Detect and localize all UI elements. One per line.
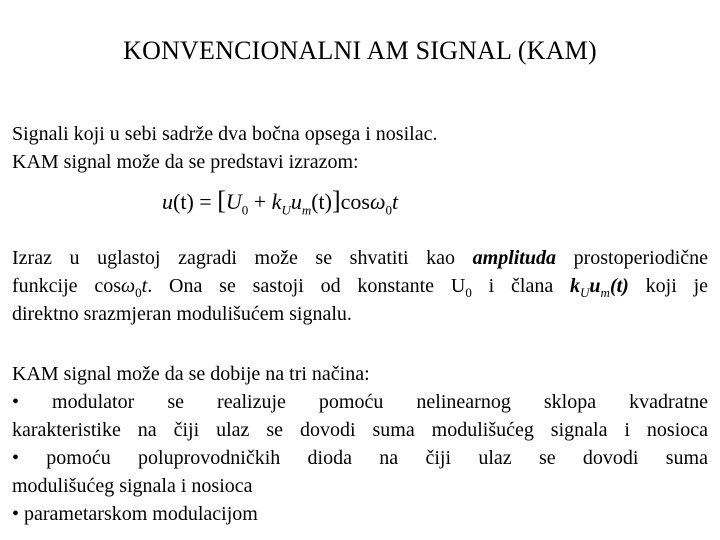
method-1-line-1: • modulator se realizuje pomoću nelinearnog sklopa kvadratne [12, 391, 708, 413]
formula-t: t [392, 189, 399, 214]
formula-equals: = [199, 189, 212, 214]
method-2-line-2: modulišućeg signala i nosioca [12, 475, 253, 497]
kam-formula [162, 186, 398, 216]
u-variable: u [589, 275, 601, 297]
explanation-text: i člana [471, 275, 571, 297]
formula-plus: + [253, 189, 267, 214]
explanation-text: funkcije cos [12, 275, 122, 297]
amplituda-term: amplituda [472, 247, 556, 269]
method-3: • parametarskom modulacijom [12, 503, 258, 525]
formula-k-sub: U [281, 202, 291, 218]
u-argument: (t) [609, 275, 629, 297]
explanation-text: prostoperiodične [556, 247, 708, 269]
k-subscript: U [580, 285, 590, 300]
explanation-paragraph [12, 244, 708, 328]
slide-title: KONVENCIONALNI AM SIGNAL (KAM) [123, 36, 597, 65]
formula-lhs-arg: (t) [173, 189, 194, 214]
formula-bracket-close: ] [331, 186, 341, 215]
intro-line-1: Signali koji u sebi sadrže dva bočna opsega i nosilac. [12, 123, 438, 145]
U-subscript: 0 [465, 285, 472, 300]
method-2-line-1: • pomoću poluprovodničkih dioda na čiji ulaz se dovodi suma [12, 447, 708, 469]
t-variable: t [141, 275, 148, 297]
explanation-text: Izraz u uglastoj zagradi može se shvatiti kao [12, 247, 473, 269]
intro-paragraph [12, 120, 708, 176]
formula-k: k [271, 189, 282, 214]
method-1-line-2: karakteristike na čiji ulaz se dovodi suma modulišućeg signala i nosioca [12, 419, 708, 441]
formula-U-sub: 0 [241, 202, 249, 218]
explanation-line-2 [12, 272, 708, 300]
intro-line-2: KAM signal može da se predstavi izrazom: [12, 151, 359, 173]
formula-omega-sub: 0 [385, 202, 393, 218]
explanation-line-3: direktno srazmjeran modulišućem signalu. [12, 303, 352, 325]
explanation-line-1 [12, 244, 708, 272]
methods-intro: KAM signal može da se dobije na tri načina: [12, 363, 370, 385]
formula-omega: ω [369, 189, 386, 214]
formula-bracket-open: [ [217, 186, 226, 215]
formula-U: U [225, 189, 242, 214]
explanation-text: koji je [628, 275, 709, 297]
formula-um-arg: (t) [311, 189, 332, 214]
formula-um-sub: m [301, 202, 312, 218]
formula-u: u [162, 189, 173, 214]
k-variable: k [570, 275, 581, 297]
methods-paragraph [12, 360, 708, 528]
omega-symbol: ω [121, 275, 136, 297]
formula-um: u [290, 189, 302, 214]
explanation-text: . Ona se sastoji od konstante U [147, 275, 466, 297]
formula-cos: cos [340, 189, 370, 214]
omega-subscript: 0 [135, 285, 142, 300]
u-subscript: m [600, 285, 610, 300]
